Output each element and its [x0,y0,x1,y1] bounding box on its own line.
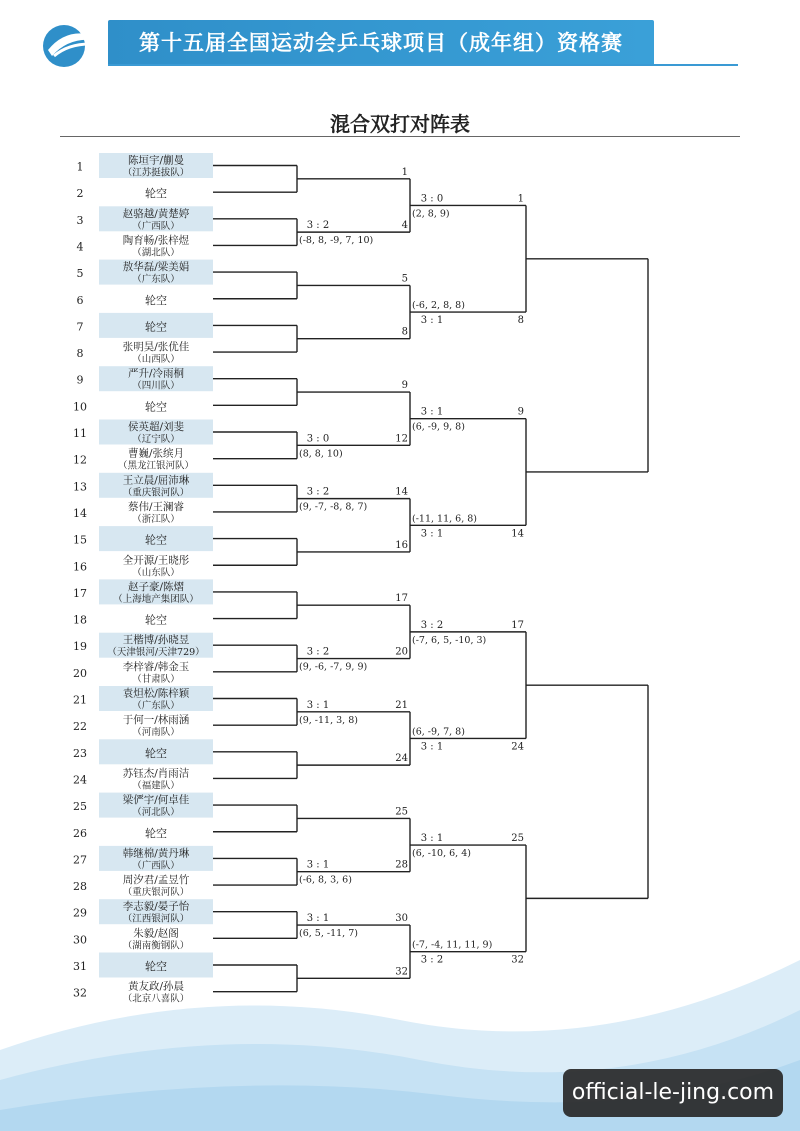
team-name: （四川队） [132,380,180,392]
seed-number: 32 [73,986,87,1000]
watermark: official-le-jing.com [563,1069,783,1117]
round1-game-scores: (9, -11, 3, 8) [299,714,358,726]
seed-number: 12 [73,453,87,467]
round1-winner-number: 9 [401,380,408,392]
seed-number: 25 [73,800,87,814]
seed-number: 31 [73,960,87,973]
round1-winner-number: 17 [395,593,408,605]
round1-game-scores: (9, -6, -7, 9, 9) [299,661,368,673]
seed-number: 4 [76,240,84,254]
round2-score: 3 : 1 [420,406,444,418]
round2-score: 3 : 2 [420,619,444,631]
team-name: （重庆银河队） [122,887,190,899]
seed-number: 2 [76,187,84,201]
bye-label: 轮空 [145,187,167,201]
round1-game-scores: (6, 5, -11, 7) [299,928,358,940]
round2-winner-number: 24 [511,741,524,753]
player-names: 于何一/林雨涵 [122,714,190,727]
round2-winner-number: 14 [511,528,524,540]
round1-score: 3 : 0 [306,433,330,445]
seed-number: 5 [76,267,84,281]
round1-winner-number: 28 [395,859,408,871]
seed-number: 28 [73,880,87,894]
team-name: （江苏挺拔队） [122,167,190,179]
seed-number: 23 [73,746,87,760]
player-names: 周汐君/孟昱竹 [122,874,190,887]
team-name: （湖南衡钢队） [122,940,190,952]
round2-score: 3 : 1 [420,833,444,845]
player-names: 陈垣宇/蒯曼 [127,154,185,167]
team-name: （山东队） [132,567,180,579]
round1-winner-number: 12 [395,433,408,445]
team-name: （广西队） [132,220,180,232]
player-names: 苏钰杰/肖雨洁 [122,767,190,780]
seed-number: 19 [73,640,87,654]
seed-number: 3 [76,213,84,227]
team-name: （广东队） [132,274,180,286]
seed-number: 18 [73,613,87,627]
round2-winner-number: 8 [517,315,524,327]
round2-game-scores: (2, 8, 9) [412,208,450,220]
round1-winner-number: 20 [395,646,408,658]
seed-number: 6 [76,293,84,307]
round1-score: 3 : 2 [306,220,330,232]
seed-number: 30 [73,933,87,947]
bye-label: 轮空 [145,400,167,414]
round1-score: 3 : 1 [306,859,330,871]
round2-winner-number: 9 [517,406,524,418]
bye-label: 轮空 [145,533,167,547]
player-names: 王立晨/屈沛琳 [122,474,190,487]
round2-score: 3 : 2 [420,954,444,966]
team-name: （福建队） [132,780,180,792]
round1-winner-number: 4 [401,220,408,232]
player-names: 梁俨宇/何卓佳 [122,794,190,807]
round1-game-scores: (-8, 8, -9, 7, 10) [299,235,374,247]
round1-score: 3 : 2 [306,486,330,498]
team-name: （重庆银河队） [122,487,190,499]
round2-game-scores: (-6, 2, 8, 8) [412,300,465,312]
team-name: （山西队） [132,354,180,366]
seed-number: 13 [73,480,87,494]
seed-number: 9 [76,373,84,387]
round1-game-scores: (9, -7, -8, 8, 7) [299,501,368,513]
seed-number: 20 [73,666,87,680]
round2-winner-number: 1 [517,193,524,205]
round2-score: 3 : 1 [420,528,444,540]
round2-game-scores: (-7, 6, 5, -10, 3) [412,634,487,646]
seed-number: 27 [73,853,87,867]
round1-winner-number: 5 [401,273,408,285]
player-names: 黄友政/孙晨 [127,980,185,993]
player-names: 赵骆越/黄楚婷 [122,207,190,220]
round1-winner-number: 16 [395,539,408,551]
round1-winner-number: 21 [395,699,408,711]
round1-winner-number: 1 [401,166,408,178]
seed-number: 22 [73,720,87,734]
round1-winner-number: 14 [395,486,408,498]
round2-game-scores: (6, -10, 6, 4) [412,848,471,860]
round2-winner-number: 25 [511,833,524,845]
player-names: 赵子豪/陈熠 [127,580,185,593]
seed-number: 7 [76,320,84,334]
team-name: （江西银河队） [122,913,190,925]
player-names: 李志毅/晏子怡 [122,900,190,913]
seed-number: 8 [76,347,84,361]
seed-number: 24 [73,773,87,787]
team-name: （天津银河/天津729） [107,647,205,659]
player-names: 李梓睿/韩金玉 [122,660,190,673]
team-name: （河北队） [132,807,180,819]
player-names: 全开源/王晓彤 [122,554,190,567]
player-names: 陶育畅/张梓煜 [122,234,190,247]
round1-winner-number: 30 [395,913,408,925]
round1-winner-number: 25 [395,806,408,818]
player-names: 敖华磊/梁美娟 [122,261,190,274]
team-name: （北京八喜队） [122,993,190,1005]
team-name: （甘肃队） [132,673,180,685]
player-names: 张明昊/张优佳 [122,341,190,354]
team-name: （黑龙江银河队） [117,460,195,472]
seed-number: 15 [73,533,87,547]
player-names: 侯英超/刘斐 [127,421,185,433]
player-names: 韩继棉/黄丹琳 [122,847,190,860]
bye-label: 轮空 [145,960,167,973]
seed-number: 11 [73,427,87,440]
team-name: （上海地产集团队） [113,593,199,605]
round1-score: 3 : 2 [306,646,330,658]
team-name: （湖北队） [132,247,180,259]
round1-winner-number: 8 [401,326,408,338]
player-names: 袁炟松/陈梓颖 [122,687,190,700]
bye-label: 轮空 [145,293,167,307]
player-names: 王楷博/孙晓昱 [122,634,190,647]
player-names: 严升/冷雨桐 [127,367,185,380]
bye-label: 轮空 [145,746,167,760]
bye-label: 轮空 [145,613,167,627]
round1-winner-number: 32 [395,966,408,978]
seed-number: 17 [73,586,87,600]
seed-number: 21 [73,693,87,707]
team-name: （辽宁队） [132,434,180,445]
round2-score: 3 : 0 [420,193,444,205]
round2-game-scores: (-11, 11, 6, 8) [412,513,478,525]
seed-number: 26 [73,826,87,840]
team-name: （浙江队） [132,513,180,525]
round2-game-scores: (6, -9, 9, 8) [412,421,465,433]
page-title: 混合双打对阵表 [330,112,470,136]
team-name: （广东队） [132,700,180,712]
player-names: 蔡伟/王澜睿 [127,500,185,513]
round2-score: 3 : 1 [420,741,444,753]
bye-label: 轮空 [145,826,167,840]
round2-score: 3 : 1 [420,315,444,327]
round1-game-scores: (8, 8, 10) [299,448,343,460]
round2-winner-number: 17 [511,619,524,631]
round2-game-scores: (6, -9, 7, 8) [412,726,465,738]
round1-winner-number: 24 [395,753,408,765]
seed-number: 1 [76,160,84,174]
round1-score: 3 : 1 [306,699,330,711]
bye-label: 轮空 [145,320,167,334]
round1-score: 3 : 1 [306,913,330,925]
team-name: （河南队） [132,727,180,739]
player-names: 曹巍/张缤月 [127,447,185,460]
player-names: 朱毅/赵阁 [133,927,179,940]
team-name: （广西队） [132,860,180,872]
round2-game-scores: (-7, -4, 11, 11, 9) [412,939,493,951]
seed-number: 14 [73,506,87,520]
header-title: 第十五届全国运动会乒乓球项目（成年组）资格赛 [139,31,623,55]
round1-game-scores: (-6, 8, 3, 6) [299,874,352,886]
seed-number: 10 [73,400,87,414]
round2-winner-number: 32 [511,954,524,966]
seed-number: 29 [73,906,87,920]
seed-number: 16 [73,560,87,574]
